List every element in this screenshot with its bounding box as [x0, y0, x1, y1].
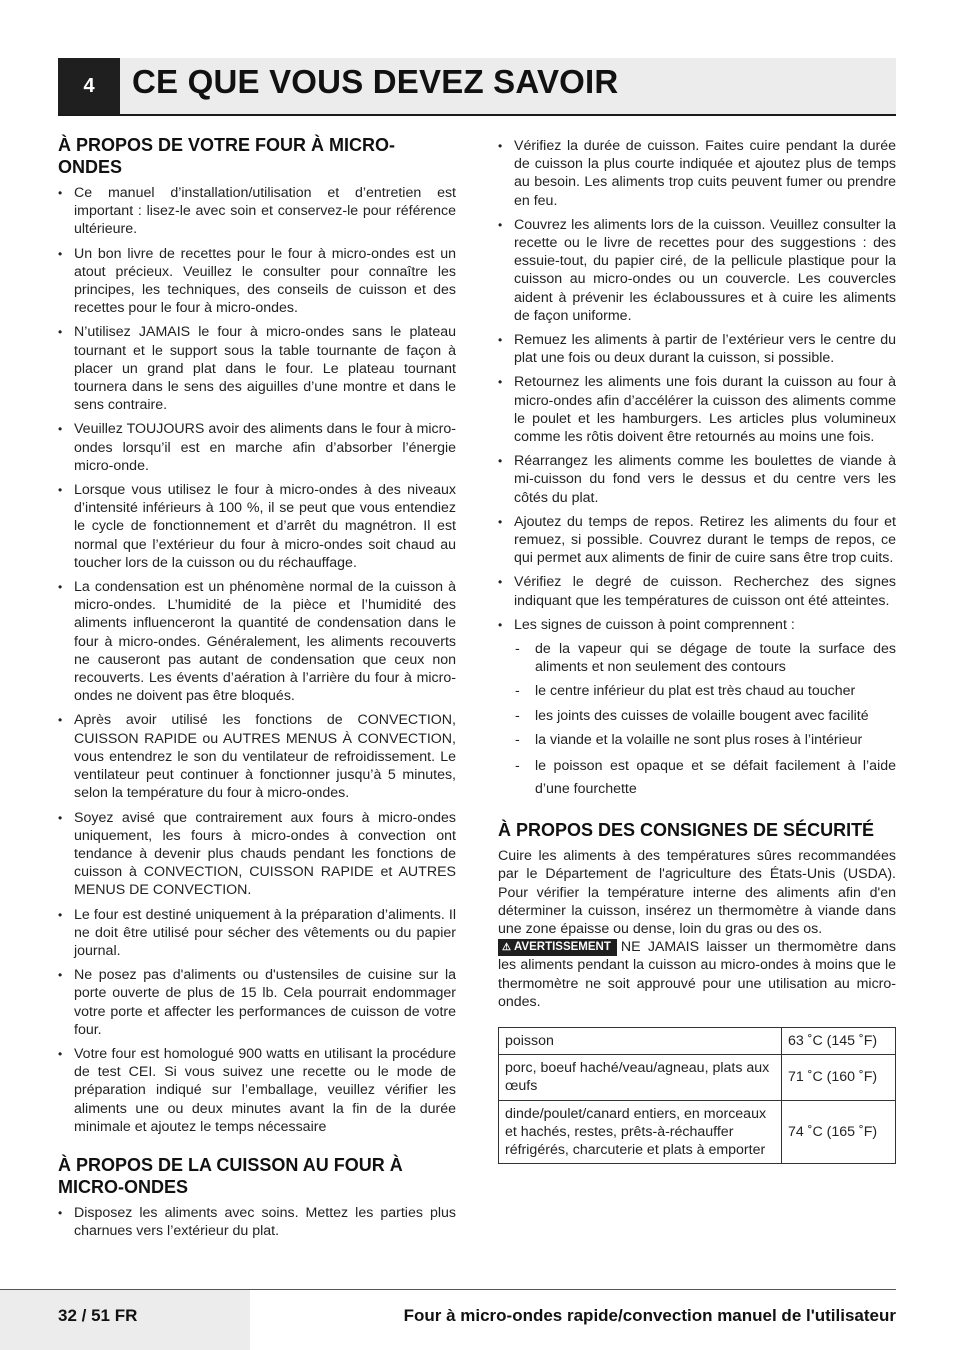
- left-column: [58, 134, 456, 1246]
- chapter-title: CE QUE VOUS DEVEZ SAVOIR: [132, 63, 619, 100]
- list-item: • Remuez les aliments à partir de l’extérieur vers le centre du plat une fois ou deux durant la cuisson, si possible.: [498, 331, 896, 367]
- list-item: • Ajoutez du temps de repos. Retirez les aliments du four et remuez, si possible. Couvrez durant le temps de repos, ce qui permet aux aliments de finir de cuire sans être trop cuits.: [498, 513, 896, 568]
- chapter-header: [58, 58, 896, 116]
- temperature-table: [498, 1027, 896, 1164]
- list-item: • Retournez les aliments une fois durant la cuisson au four à micro-ondes afin d’accélérer la cuisson des aliments comme le poulet et les hamburgers. Les articles plus volumineux comme les rôtis doivent être retournés au moins une fois.: [498, 373, 896, 446]
- doneness-signs-list: [498, 640, 896, 801]
- warning-label: AVERTISSEMENT: [513, 941, 611, 954]
- list-item: • Soyez avisé que contrairement aux fours à micro-ondes uniquement, les fours à micro-ondes à convection ont tendance à devenir plus chauds pendant les fonctions de cuisson à CONVECTION, CUISSON RAPIDE et AUTRES MENUS DE CONVECTION.: [58, 809, 456, 900]
- list-item: - les joints des cuisses de volaille bougent avec facilité: [498, 707, 896, 725]
- chapter-number: 4: [58, 58, 120, 114]
- list-item: • N’utilisez JAMAIS le four à micro-ondes sans le plateau tournant et le support sous la table tournante de façon à placer un grand plat dans le four. Le plateau tournant tournera dans le sens des aiguilles d’une montre et dans le sens contraire.: [58, 323, 456, 414]
- list-item: • Vérifiez le degré de cuisson. Recherchez des signes indiquant que les températures de cuisson ont été atteintes.: [498, 573, 896, 609]
- list-item: • La condensation est un phénomène normal de la cuisson à micro-ondes. L’humidité de la pièce et l’humidité des aliments influenceront la quantité de condensation dans le four à micro-ondes. Généralement, les aliments recouverts ne causeront pas autant de condensation que ceux non recouverts. Les évents d’aération à l’arrière du four à micro-ondes ne doivent pas être bloqués.: [58, 578, 456, 705]
- list-item: • Vérifiez la durée de cuisson. Faites cuire pendant la durée de cuisson la plus courte indiquée et ajoutez plus de temps au besoin. Les aliments trop cuits peuvent fumer ou prendre en feu.: [498, 137, 896, 210]
- safety-warning: [498, 938, 896, 1011]
- list-item: • Ne posez pas d'aliments ou d'ustensiles de cuisine sur la porte ouverte de plus de 15 lb. Cela pourrait endommager votre porte et affecter les performances de cuisson de votre four.: [58, 966, 456, 1039]
- table-row: [499, 1100, 896, 1164]
- table-cell-temp: 74 ˚C (165 ˚F): [782, 1100, 896, 1164]
- footer-manual-title: Four à micro-ondes rapide/convection manuel de l'utilisateur: [403, 1306, 896, 1325]
- list-item: • Le four est destiné uniquement à la préparation d’aliments. Il ne doit être utilisé pour sécher des vêtements ou du papier journal.: [58, 906, 456, 961]
- section-heading-about-oven: À PROPOS DE VOTRE FOUR À MICRO-ONDES: [58, 135, 396, 177]
- footer-page-number: 32 / 51 FR: [58, 1306, 138, 1325]
- list-item: • Ce manuel d’installation/utilisation et d’entretien est important : lisez-le avec soin et conservez-le pour référence ultérieure.: [58, 184, 456, 239]
- warning-text: NE JAMAIS laisser un thermomètre dans les aliments pendant la cuisson au micro-ondes à moins que le thermomètre ne soit approuvé pour une utilisation au micro-ondes.: [498, 939, 896, 1010]
- cooking-tips-list: [498, 137, 896, 634]
- warning-badge: [498, 939, 617, 956]
- list-item: • Après avoir utilisé les fonctions de CONVECTION, CUISSON RAPIDE ou AUTRES MENUS À CONVECTION, vous entendrez le son du ventilateur de refroidissement. Le ventilateur peut continuer à fonctionner jusqu’à 5 minutes, selon la température du four à micro-ondes.: [58, 711, 456, 802]
- list-item: • Réarrangez les aliments comme les boulettes de viande à mi-cuisson du fond vers le dessus et du centre vers les côtés du plat.: [498, 452, 896, 507]
- table-row: [499, 1055, 896, 1100]
- about-oven-list: [58, 184, 456, 1136]
- section-heading-cooking: À PROPOS DE LA CUISSON AU FOUR À MICRO-ONDES: [58, 1154, 403, 1197]
- warning-triangle-icon: ⚠: [502, 942, 511, 954]
- list-item: - la viande et la volaille ne sont plus roses à l’intérieur: [498, 731, 896, 749]
- list-item: • Veuillez TOUJOURS avoir des aliments dans le four à micro-ondes lorsqu’il est en marche afin d’absorber l’énergie micro-onde.: [58, 420, 456, 475]
- list-item: • Lorsque vous utilisez le four à micro-ondes à des niveaux d’intensité inférieurs à 100 %, il se peut que vous entendiez le cycle de fonctionnement et d’arrêt du magnétron. Il est normal que l’extérieur du four à micro-ondes soit chaud au toucher lors de la cuisson ou du réchauffage.: [58, 481, 456, 572]
- list-item: • Votre four est homologué 900 watts en utilisant la procédure de test CEI. Si vous suivez une recette ou le mode de préparation indiqué sur l’emballage, veuillez vérifier les aliments une ou deux minutes avant la fin de la durée minimale et ajoutez le temps nécessaire: [58, 1045, 456, 1136]
- list-item: • Un bon livre de recettes pour le four à micro-ondes est un atout précieux. Veuillez le consulter pour connaître les principes, les techniques, des conseils de cuisson et des recettes pour le four à micro-ondes.: [58, 245, 456, 318]
- list-item: - le poisson est opaque et se défait facilement à l’aide d’une fourchette: [498, 755, 896, 801]
- section-heading-safety: À PROPOS DES CONSIGNES DE SÉCURITÉ: [498, 820, 875, 841]
- list-item: - de la vapeur qui se dégage de toute la surface des aliments et non seulement des contours: [498, 640, 896, 676]
- table-cell-temp: 71 ˚C (160 ˚F): [782, 1055, 896, 1100]
- list-item: • Disposez les aliments avec soins. Mettez les parties plus charnues vers l’extérieur du plat.: [58, 1204, 456, 1240]
- right-column: [498, 137, 896, 1164]
- safety-intro: Cuire les aliments à des températures sûres recommandées par le Département de l'agriculture des États-Unis (USDA). Pour vérifier la température interne des aliments afin d'en déterminer la cuisson, insérez un thermomètre à viande dans une zone épaisse ou dense, loin du gras ou des os.: [498, 848, 896, 937]
- cooking-list: [58, 1204, 456, 1240]
- list-item: - le centre inférieur du plat est très chaud au toucher: [498, 682, 896, 700]
- table-cell-temp: 63 ˚C (145 ˚F): [782, 1027, 896, 1054]
- table-cell-food: dinde/poulet/canard entiers, en morceaux et hachés, restes, prêts-à-réchauffer réfrigérés, charcuterie et plats à emporter: [499, 1100, 782, 1164]
- list-item: • Couvrez les aliments lors de la cuisson. Veuillez consulter la recette ou le livre de recettes pour des suggestions : des essuie-tout, du papier ciré, de la pellicule plastique pour la cuisson au micro-ondes ou un couvercle. Les couvercles aident à prévenir les éclaboussures et à cuire les aliments de façon uniforme.: [498, 216, 896, 325]
- list-item: • Les signes de cuisson à point comprennent :: [498, 616, 896, 634]
- table-cell-food: porc, boeuf haché/veau/agneau, plats aux œufs: [499, 1055, 782, 1100]
- table-cell-food: poisson: [499, 1027, 782, 1054]
- table-row: [499, 1027, 896, 1054]
